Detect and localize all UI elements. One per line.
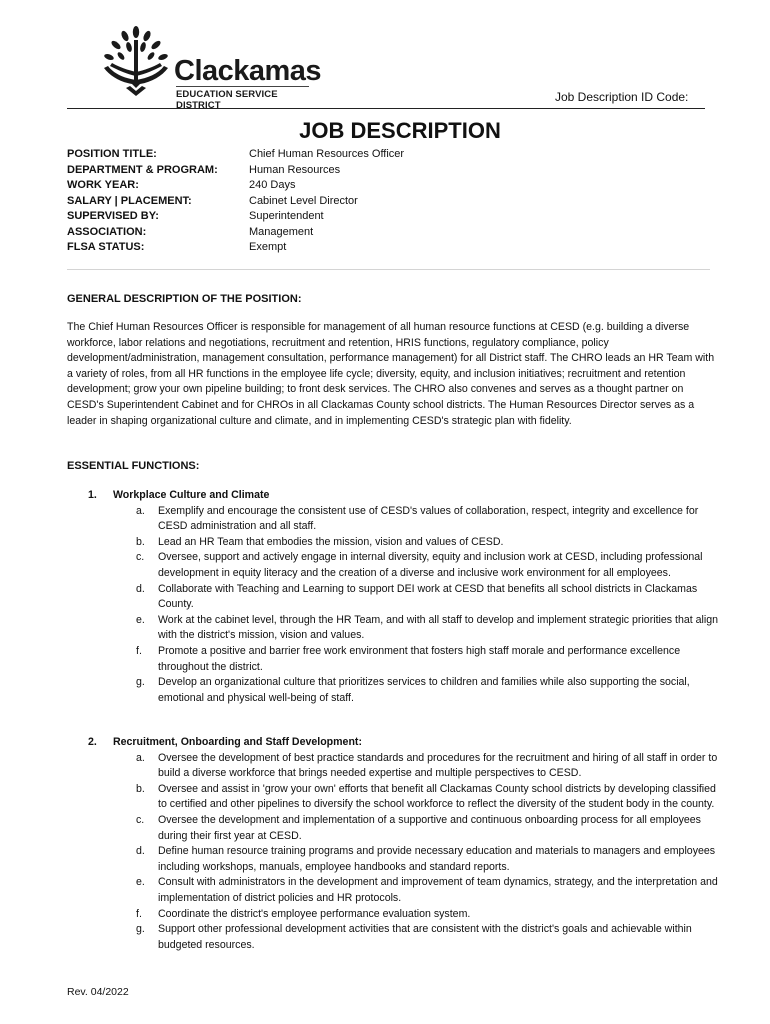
- info-value: Chief Human Resources Officer: [249, 148, 405, 160]
- item-text: Oversee the development and implementation of a supportive and continuous onboarding process for all employees during their first year at CESD.: [158, 813, 701, 842]
- item-letter: e.: [136, 876, 145, 889]
- info-label: ASSOCIATION:: [67, 225, 147, 238]
- list-item: [67, 550, 727, 581]
- item-letter: f.: [136, 907, 142, 920]
- list-item: [67, 751, 727, 782]
- function-heading: [67, 488, 727, 504]
- list-item: [67, 782, 727, 813]
- item-letter: e.: [136, 613, 145, 626]
- list-item: [67, 922, 727, 953]
- function-section-recruitment: [67, 735, 727, 953]
- logo-subtitle: EDUCATION SERVICE DISTRICT: [176, 89, 278, 111]
- item-text: Oversee the development of best practice standards and procedures for the recruitment and hiring of all staff in order to build a diverse workforce that brings needed expertise and multiple perspectives to CESD.: [158, 751, 718, 780]
- tree-hands-icon: [96, 26, 176, 102]
- item-text: Lead an HR Team that embodies the mission, vision and values of CESD.: [158, 535, 504, 548]
- section-divider: [67, 269, 710, 270]
- item-text: Exemplify and encourage the consistent use of CESD's values of collaboration, respect, integrity and excellence for CESD administration and all staff.: [158, 504, 699, 533]
- item-text: Consult with administrators in the development and improvement of team dynamics, strategy, and the interpretation and implementation of district policies and HR protocols.: [158, 876, 718, 904]
- list-item: [67, 875, 727, 906]
- function-section-culture: [67, 488, 727, 706]
- item-text: Support other professional development activities that are consistent with the district's goals and achievable within budgeted resources.: [158, 923, 692, 951]
- header-rule: [67, 108, 705, 109]
- info-value: Exempt: [249, 241, 287, 253]
- info-label: FLSA STATUS:: [67, 241, 145, 253]
- item-letter: a.: [136, 504, 145, 517]
- info-label: SALARY | PLACEMENT:: [67, 194, 192, 207]
- info-value: Superintendent: [249, 210, 324, 222]
- info-label: POSITION TITLE:: [67, 148, 157, 160]
- list-item: [67, 504, 727, 535]
- info-value: Management: [249, 225, 314, 238]
- list-item: [67, 582, 727, 613]
- list-item: [67, 675, 727, 706]
- info-label: SUPERVISED BY:: [67, 210, 159, 222]
- logo-divider: [176, 86, 309, 87]
- list-item: [67, 813, 727, 844]
- info-label: DEPARTMENT & PROGRAM:: [67, 163, 218, 176]
- item-letter: d.: [136, 582, 145, 595]
- item-text: Work at the cabinet level, through the HR Team, and with all staff to develop and implement strategic priorities that align with the district's mission, vision and values.: [158, 613, 719, 642]
- general-description-heading: GENERAL DESCRIPTION OF THE POSITION:: [67, 293, 302, 305]
- info-label: WORK YEAR:: [67, 179, 139, 191]
- item-letter: d.: [136, 845, 145, 858]
- function-heading: [67, 735, 727, 751]
- item-text: Oversee and assist in 'grow your own' efforts that benefit all Clackamas County school districts by developing classified to certified and other pipelines to diversify the school workforce to reflect the diversity of the student body in the county.: [158, 782, 716, 811]
- info-value: Human Resources: [249, 163, 341, 176]
- item-text: Develop an organizational culture that prioritizes services to children and families while also supporting the social, emotional and physical well-being of staff.: [158, 676, 690, 704]
- info-value: Cabinet Level Director: [249, 194, 358, 207]
- item-text: Promote a positive and barrier free work environment that fosters high staff morale and performance excellence throughout the district.: [158, 644, 681, 673]
- function-title: Recruitment, Onboarding and Staff Development:: [113, 736, 362, 748]
- function-number: 2.: [88, 736, 97, 748]
- list-item: [67, 907, 727, 923]
- item-text: Oversee, support and actively engage in internal diversity, equity and inclusion work at CESD, including professional development in equity literacy and the creation of a diverse and inclusive work environment for all employees.: [158, 551, 703, 579]
- page-title: JOB DESCRIPTION: [299, 118, 501, 143]
- list-item: [67, 535, 727, 551]
- function-number: 1.: [88, 489, 97, 501]
- list-item: [67, 644, 727, 675]
- item-text: Define human resource training programs and provide necessary education and materials to managers and employees including workshops, manuals, employee handbooks and standard reports.: [158, 845, 716, 873]
- item-text: Coordinate the district's employee performance evaluation system.: [158, 907, 471, 920]
- item-letter: b.: [136, 782, 145, 795]
- item-text: Collaborate with Teaching and Learning to support DEI work at CESD that benefits all school districts in Clackamas County.: [158, 582, 698, 611]
- district-logo: [96, 26, 322, 111]
- item-letter: g.: [136, 676, 145, 689]
- item-letter: a.: [136, 751, 145, 764]
- logo-name: Clackamas: [174, 55, 322, 87]
- item-letter: c.: [136, 551, 145, 564]
- function-title: Workplace Culture and Climate: [113, 489, 270, 501]
- item-letter: b.: [136, 535, 145, 548]
- essential-functions-heading: ESSENTIAL FUNCTIONS:: [67, 460, 200, 472]
- info-value: 240 Days: [249, 179, 296, 191]
- item-letter: f.: [136, 644, 142, 657]
- revision-date: Rev. 04/2022: [67, 986, 129, 998]
- list-item: [67, 613, 727, 644]
- job-id-code-label: Job Description ID Code:: [555, 90, 689, 104]
- item-letter: c.: [136, 813, 145, 826]
- list-item: [67, 844, 727, 875]
- general-description-text: The Chief Human Resources Officer is responsible for management of all human resource functions at CESD (e.g. building a diverse workforce, labor relations and negotiations, recruitment and retention, HRIS functions, regulatory compliance, policy development/administration, management consultation, performance management) for all District staff. The CHRO leads an HR Team with a variety of roles, from all HR functions in the employee life cycle; diversity, equity, and inclusion initiatives; recruitment and retention development; grow your own pipeline building; to front desk services. The CHRO also convenes and serves as a thought partner on CESD's Superintendent Cabinet and for CHROs in all Clackamas County school districts. The Human Resources Director serves as a leader in shaping organizational culture and climate, and in implementing CESD's strategic plan with fidelity.: [67, 321, 715, 427]
- item-letter: g.: [136, 923, 145, 936]
